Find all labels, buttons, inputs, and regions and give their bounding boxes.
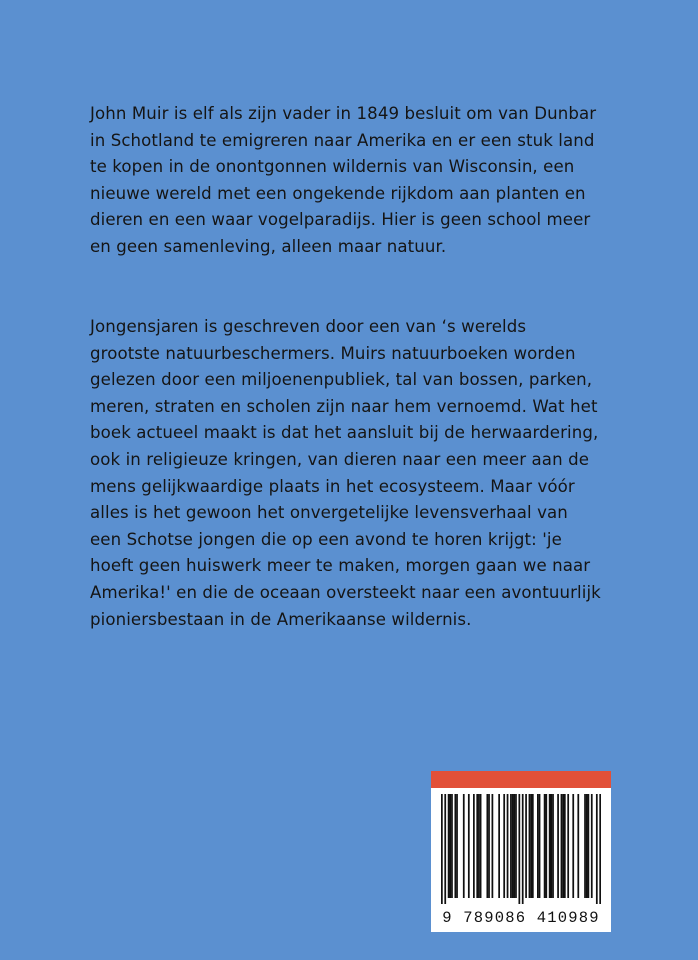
barcode-bar [454,794,456,898]
barcode-bar [456,794,458,898]
barcode-bar [557,794,559,898]
barcode-bar [518,794,520,904]
barcode-bar [476,794,478,898]
blurb-line: John Muir is elf als zijn vader in 1849 besluit om van Dunbar [90,104,597,123]
blurb-line: en geen samenleving, alleen maar natuur. [90,236,447,256]
barcode-bar [515,794,517,898]
barcode-bar [451,794,453,898]
barcode-bar [498,794,500,898]
barcode-bar [468,794,470,898]
barcode-bar [545,794,547,898]
barcode-bar [510,794,512,898]
barcode-bar [591,794,593,898]
blurb-line: grootste natuurbeschermers. Muirs natuurboeken worden [90,343,576,363]
blurb-line: in Schotland te emigreren naar Amerika en er een stuk land [90,130,595,150]
blurb-line: meren, straten en scholen zijn naar hem vernoemd. Wat het [90,396,598,416]
barcode-bar [441,794,443,904]
barcode-bar [486,794,488,898]
barcode-bar [525,794,527,898]
barcode-bar [488,794,490,898]
barcode-color-band [431,771,611,788]
barcode-bar [492,794,494,898]
barcode-bar [532,794,534,898]
barcode-bar [586,794,588,898]
barcode-bar [522,794,524,904]
blurb-line: alles is het gewoon het onvergetelijke levensverhaal van [90,503,568,523]
barcode-bar [448,794,450,898]
barcode-bar [480,794,482,898]
blurb-line: nieuwe wereld met een ongekende rijkdom aan planten en [90,183,586,203]
barcode-bar [512,794,514,898]
barcode-bar [550,794,552,898]
blurb-line: dieren en een waar vogelparadijs. Hier is geen school meer [90,210,591,230]
blurb-line: Jongensjaren is geschreven door een van ‘s werelds [90,317,527,336]
isbn-number: 9 789086 410989 [442,909,600,927]
blurb-paragraph-1 [90,101,650,261]
barcode-bar [544,794,546,898]
barcode-bar [537,794,539,898]
blurb-line: een Schotse jongen die op een avond te horen krijgt: 'je [90,529,562,549]
barcode-bar [530,794,532,898]
barcode-bar [599,794,601,904]
barcode-bar [584,794,586,898]
blurb-line: ook in religieuze kringen, van dieren naar een meer aan de [90,449,590,469]
barcode-bar [507,794,509,898]
blurb-paragraph-2 [90,314,650,633]
barcode-bar [564,794,566,898]
barcode-bar [577,794,579,898]
blurb-line: mens gelijkwaardige plaats in het ecosysteem. Maar vóór [90,476,575,496]
blurb-line: boek actueel maakt is dat het aansluit bij de herwaardering, [90,423,599,443]
barcode-bar [449,794,451,898]
barcode-bar [478,794,480,898]
barcode-bar [513,794,515,898]
barcode-bar [588,794,590,898]
blurb-line: pioniersbestaan in de Amerikaanse wildernis. [90,609,472,629]
blurb-line: gelezen door een miljoenenpubliek, tal van bossen, parken, [90,370,593,390]
isbn-barcode [431,771,611,932]
barcode-bar [463,794,465,898]
blurb-line: Amerika!' en die de oceaan oversteekt naar een avontuurlijk [90,582,601,602]
barcode-bar [549,794,551,898]
blurb-line: te kopen in de onontgonnen wildernis van Wisconsin, een [90,157,575,177]
barcode-bar [473,794,475,898]
barcode-bar [561,794,563,898]
barcode-bar [503,794,505,898]
barcode-bar [572,794,574,898]
barcode-bar [444,794,446,904]
barcode-bar [562,794,564,898]
barcode-bar [567,794,569,898]
blurb-line: hoeft geen huiswerk meer te maken, morgen gaan we naar [90,556,591,576]
barcode-bars [441,794,601,904]
barcode-bar [529,794,531,898]
barcode-bar [539,794,541,898]
barcode-bar [596,794,598,904]
barcode-bar [552,794,554,898]
